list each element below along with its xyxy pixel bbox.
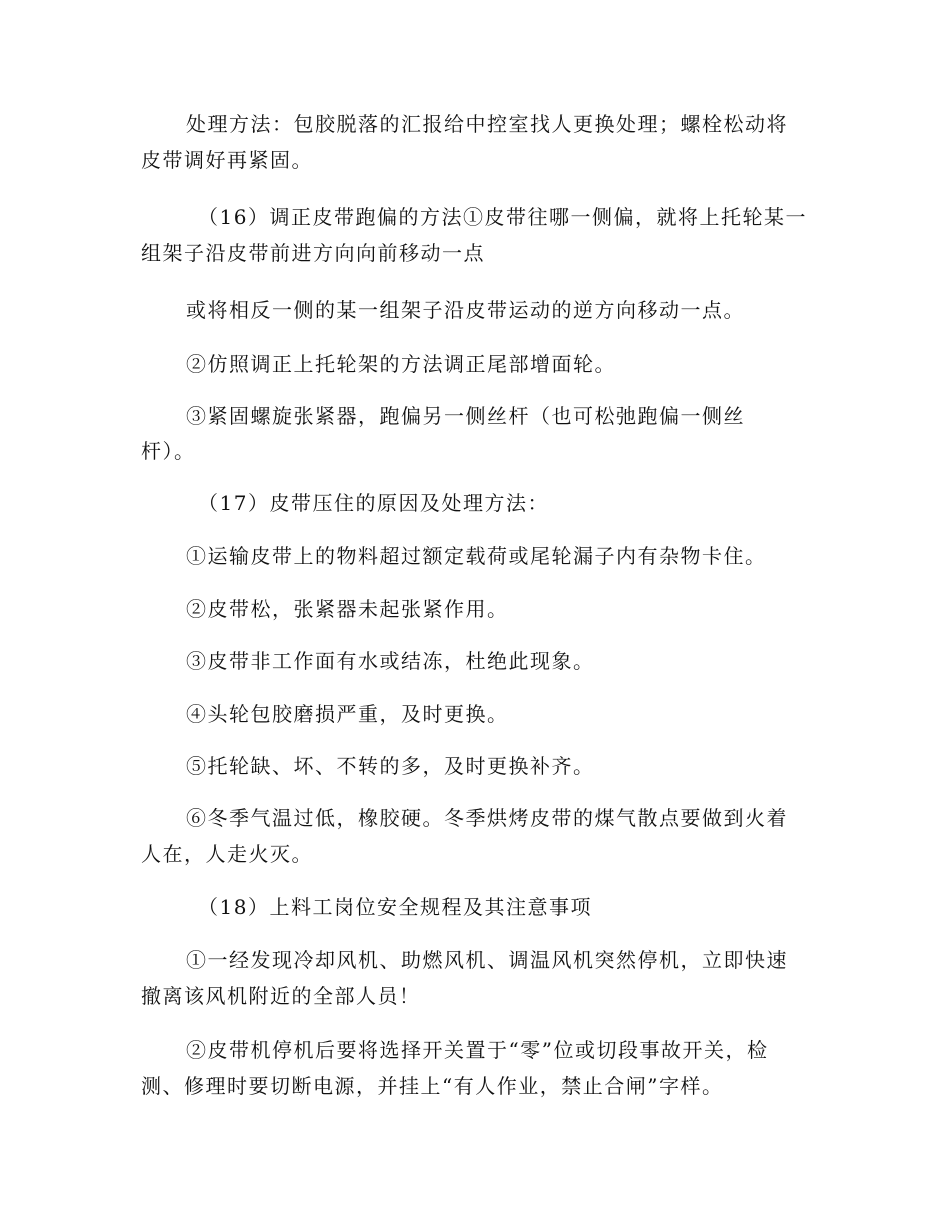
text-line: （17）皮带压住的原因及处理方法：: [198, 491, 549, 515]
text-line: 测、修理时要切断电源，并挂上“有人作业，禁止合闸”字样。: [141, 1074, 724, 1098]
text-line: ③紧固螺旋张紧器，跑偏另一侧丝杆（也可松弛跑偏一侧丝: [186, 404, 745, 428]
text-line: （18）上料工岗位安全规程及其注意事项: [198, 895, 592, 919]
text-line: 或将相反一侧的某一组架子沿皮带运动的逆方向移动一点。: [186, 298, 745, 322]
text-line: 处理方法：包胶脱落的汇报给中控室找人更换处理；螺栓松动将: [186, 112, 788, 136]
text-line: ②皮带松，张紧器未起张紧作用。: [186, 597, 509, 621]
text-line: ①运输皮带上的物料超过额定载荷或尾轮漏子内有杂物卡住。: [186, 544, 767, 568]
text-line: ⑤托轮缺、坏、不转的多，及时更换补齐。: [186, 754, 595, 778]
text-line: 撤离该风机附近的全部人员！: [141, 984, 421, 1008]
text-line: 皮带调好再紧固。: [141, 148, 313, 172]
text-line: ③皮带非工作面有水或结冻，杜绝此现象。: [186, 649, 595, 673]
text-line: 人在，人走火灭。: [141, 842, 313, 866]
text-line: ①一经发现冷却风机、助燃风机、调温风机突然停机，立即快速: [186, 948, 788, 972]
text-line: ④头轮包胶磨损严重，及时更换。: [186, 702, 509, 726]
text-line: 杆）。: [141, 439, 196, 463]
text-line: ⑥冬季气温过低，橡胶硬。冬季烘烤皮带的煤气散点要做到火着: [186, 806, 788, 830]
text-line: 组架子沿皮带前进方向向前移动一点: [141, 241, 485, 265]
text-line: ②皮带机停机后要将选择开关置于“零”位或切段事故开关，检: [186, 1038, 769, 1062]
text-line: （16）调正皮带跑偏的方法①皮带往哪一侧偏，就将上托轮某一: [198, 205, 807, 229]
text-line: ②仿照调正上托轮架的方法调正尾部增面轮。: [186, 352, 616, 376]
